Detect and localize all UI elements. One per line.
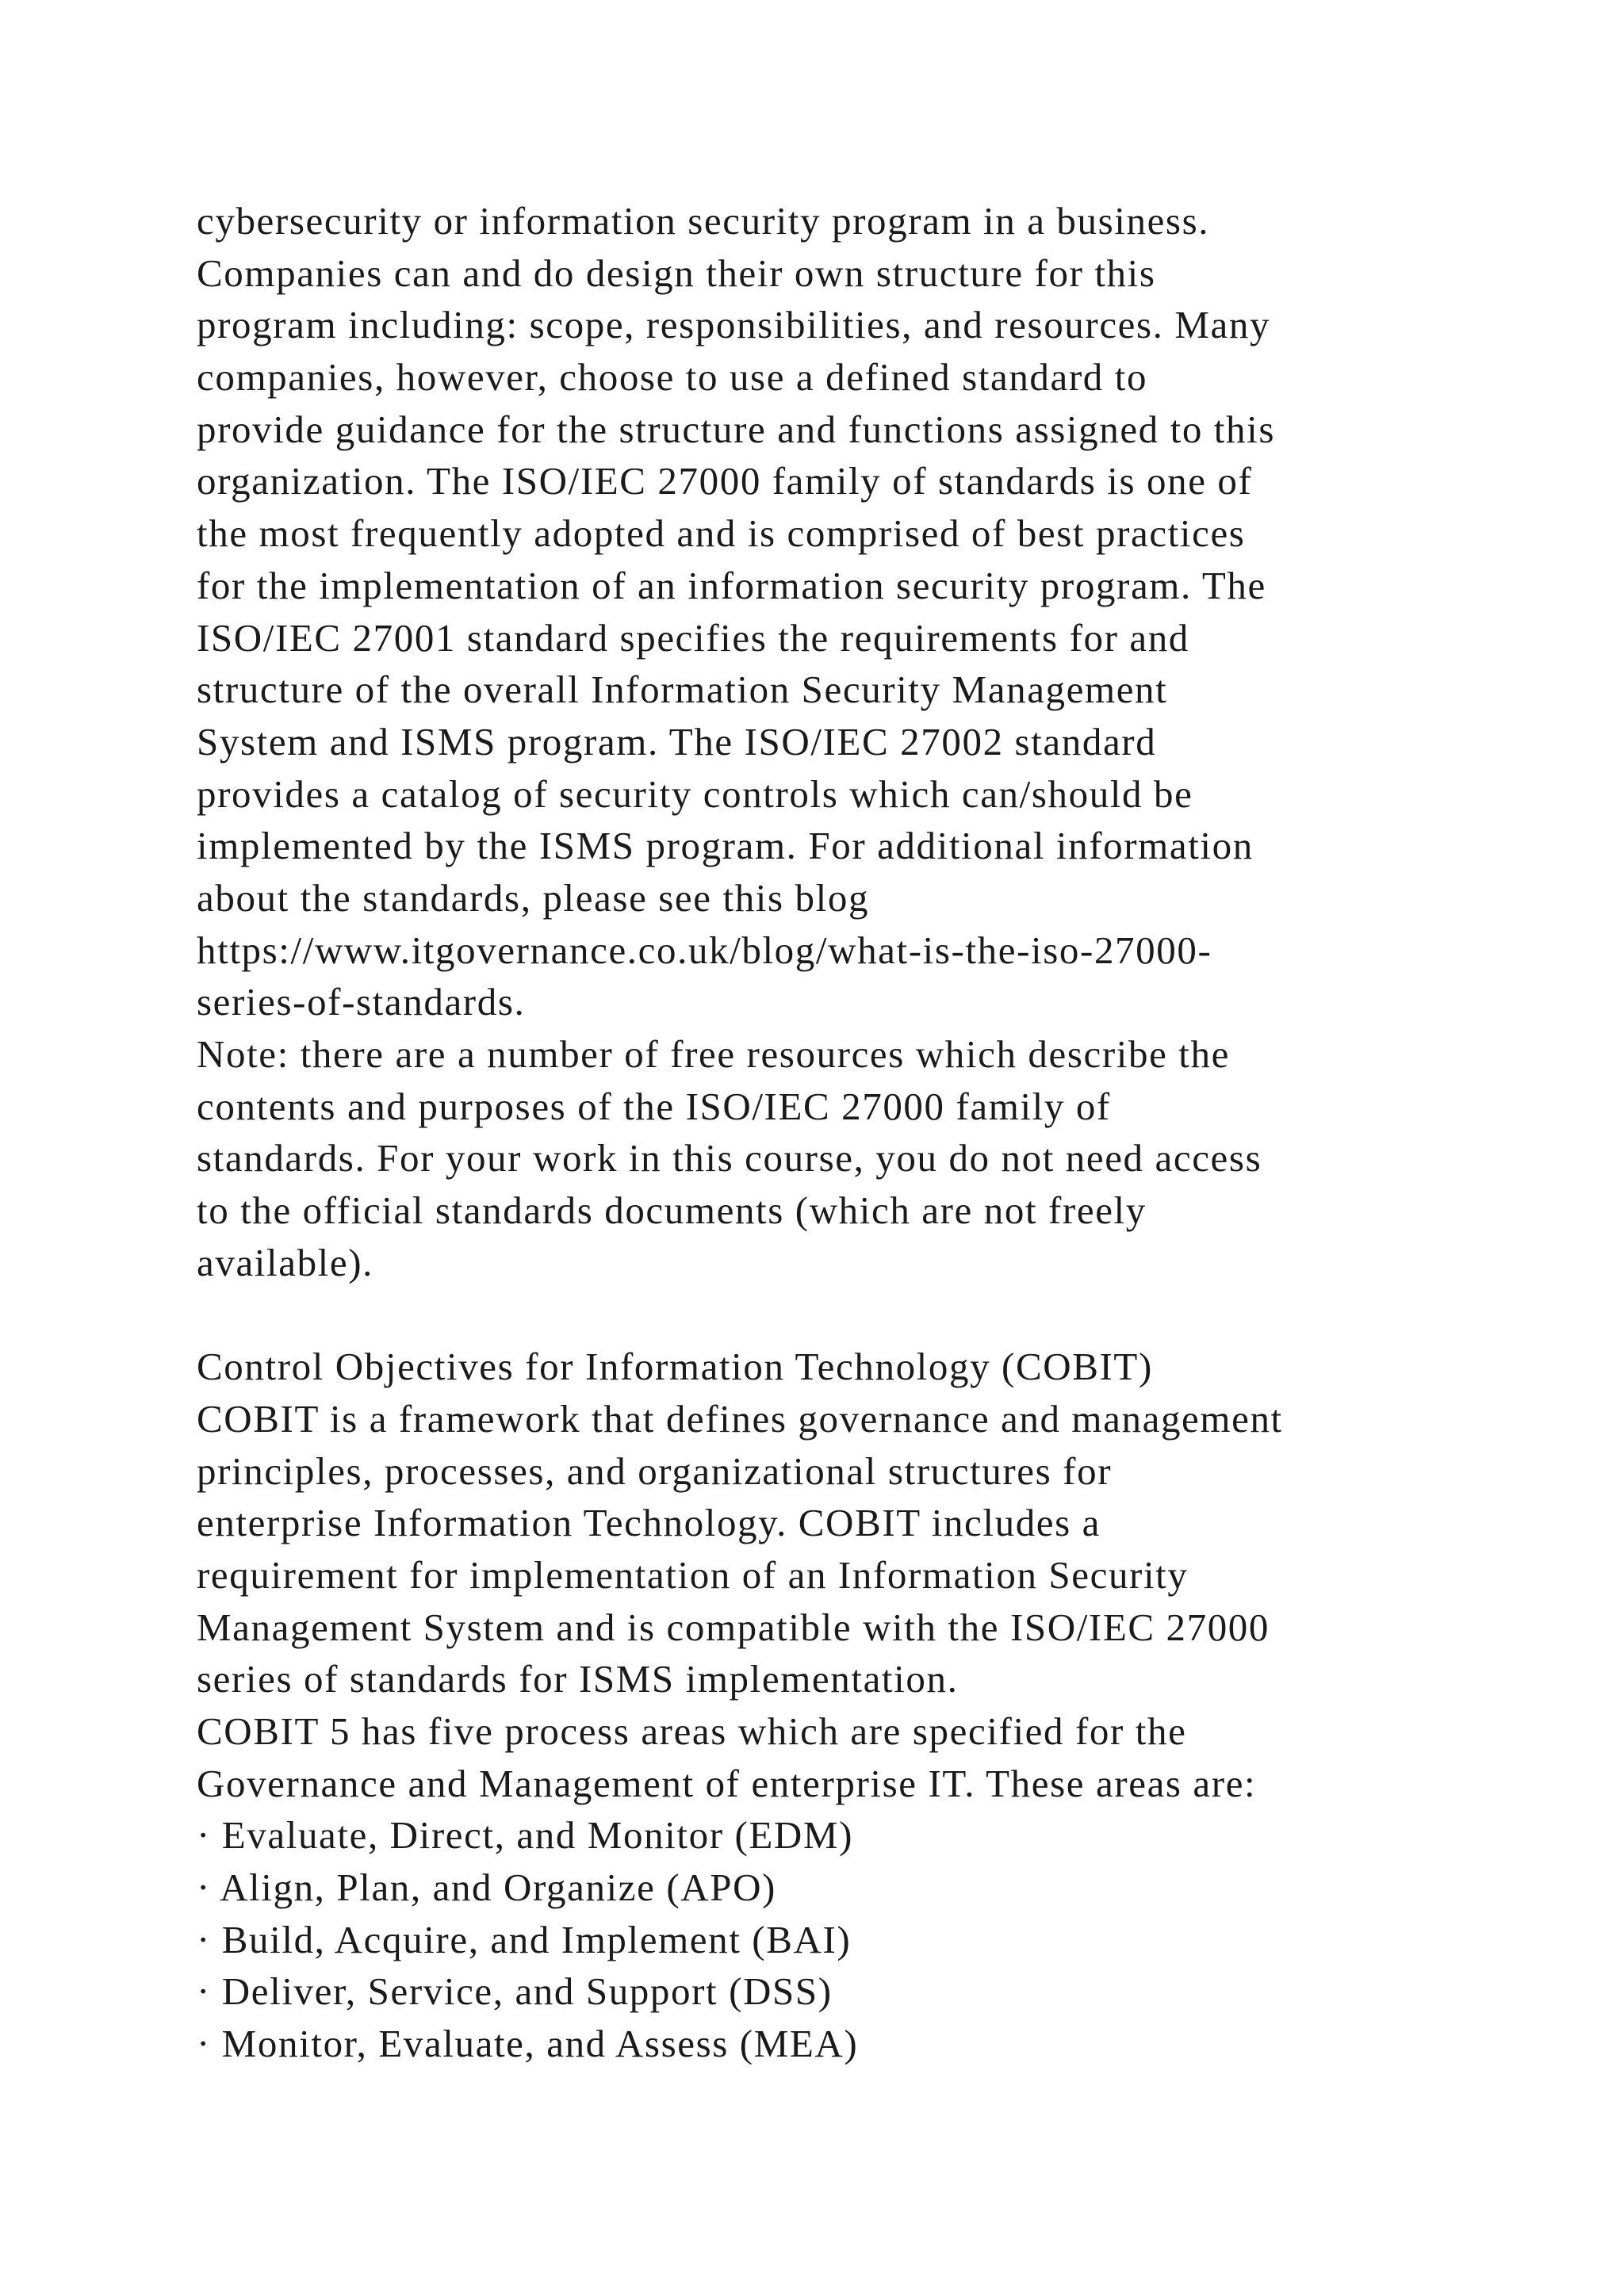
text-line: for the implementation of an information security program. The <box>197 563 1266 607</box>
text-line: enterprise Information Technology. COBIT includes a <box>197 1501 1101 1545</box>
text-line: the most frequently adopted and is comprised of best practices <box>197 511 1246 556</box>
text-line: about the standards, please see this blog <box>197 875 870 920</box>
blog-url-line: https://www.itgovernance.co.uk/blog/what-is-the-iso-27000- <box>197 928 1212 972</box>
list-item: · Align, Plan, and Organize (APO) <box>197 1866 776 1909</box>
text-line: series of standards for ISMS implementation. <box>197 1657 959 1701</box>
text-line: companies, however, choose to use a defined standard to <box>197 355 1148 400</box>
text-line: cybersecurity or information security program in a business. <box>197 199 1210 243</box>
text-line: available). <box>197 1240 374 1284</box>
process-area-list <box>197 1809 1481 2069</box>
list-item: · Evaluate, Direct, and Monitor (EDM) <box>197 1813 853 1858</box>
text-line: System and ISMS program. The ISO/IEC 27002 standard <box>197 719 1157 763</box>
iso-paragraph <box>197 195 1481 1028</box>
list-item: · Build, Acquire, and Implement (BAI) <box>197 1917 852 1961</box>
document-page <box>197 195 1481 2070</box>
section-heading: Control Objectives for Information Technology (COBIT) <box>197 1345 1153 1389</box>
text-line: structure of the overall Information Security Management <box>197 668 1168 712</box>
text-line: Management System and is compatible with the ISO/IEC 27000 <box>197 1605 1270 1649</box>
text-line: program including: scope, responsibilities, and resources. Many <box>197 303 1271 347</box>
text-line: contents and purposes of the ISO/IEC 27000 family of <box>197 1084 1111 1128</box>
text-line: requirement for implementation of an Information Security <box>197 1552 1189 1597</box>
cobit-section <box>197 1341 1481 1809</box>
text-line: implemented by the ISMS program. For additional information <box>197 824 1254 868</box>
text-line: ISO/IEC 27001 standard specifies the requirements for and <box>197 615 1189 660</box>
text-line: COBIT 5 has five process areas which are specified for the <box>197 1709 1187 1753</box>
text-line: Companies can and do design their own structure for this <box>197 251 1156 295</box>
text-line: Governance and Management of enterprise IT. These areas are: <box>197 1761 1257 1805</box>
text-line: COBIT is a framework that defines governance and management <box>197 1396 1283 1441</box>
blog-url-line: series-of-standards. <box>197 980 526 1024</box>
list-item: · Deliver, Service, and Support (DSS) <box>197 1969 833 2014</box>
note-paragraph <box>197 1028 1481 1288</box>
list-item: · Monitor, Evaluate, and Assess (MEA) <box>197 2022 859 2066</box>
text-line: Note: there are a number of free resources which describe the <box>197 1032 1230 1076</box>
text-line: organization. The ISO/IEC 27000 family of standards is one of <box>197 459 1253 503</box>
text-line: standards. For your work in this course, you do not need access <box>197 1136 1262 1181</box>
text-line: principles, processes, and organizational structures for <box>197 1448 1113 1493</box>
text-line: provide guidance for the structure and functions assigned to this <box>197 407 1275 451</box>
paragraph-spacer <box>197 1288 1481 1341</box>
text-line: to the official standards documents (which are not freely <box>197 1188 1147 1233</box>
text-line: provides a catalog of security controls which can/should be <box>197 771 1193 816</box>
